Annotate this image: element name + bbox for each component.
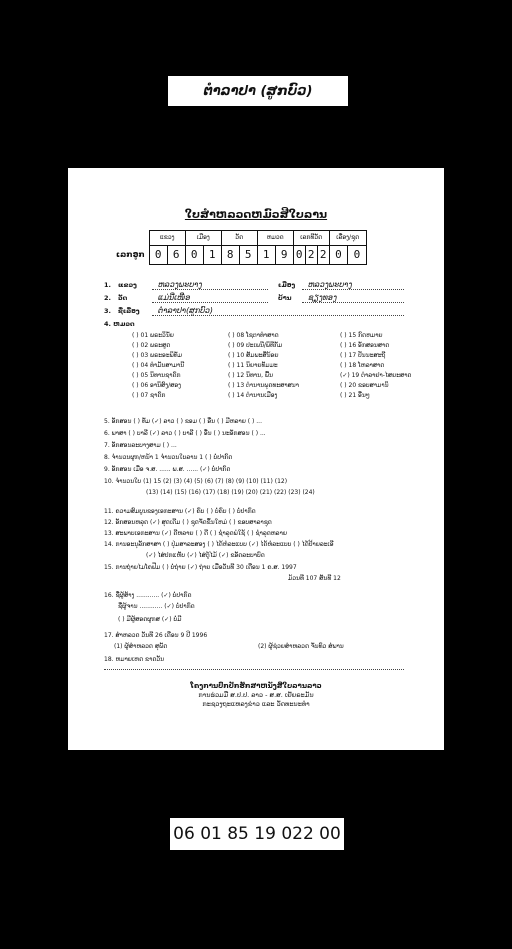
reg-digit: 9 <box>280 248 288 261</box>
registration-box <box>116 230 367 265</box>
row-remarks: 18. ຫມາຍເຫດ ຂາດວັນ <box>104 656 165 663</box>
row-scribe: ຊື່ຜູ້ຈານ ............ (✓) ບໍ່ປາກົດ <box>118 603 195 610</box>
code-label-bottom: 06 01 85 19 022 00 <box>170 818 344 850</box>
category-option: ( ) 02 ພຣະສູດ <box>132 342 171 349</box>
remarks-line <box>104 668 404 670</box>
row-language: 6. ພາສາ ( ) ບາລີ (✓) ລາວ ( ) ບາລີ ( ) ອື່ນ ( ) ນະອັກສອນ ( ) ... <box>104 430 266 437</box>
category-option: ( ) 13 ຕຳນານພຸດທະສາສນາ <box>228 382 299 389</box>
category-option: ( ) 07 ຊາດົກ <box>132 392 166 399</box>
footer-cooperation: ການຮ່ວມມື ສ.ປ.ປ. ລາວ - ສ.ສ. ເຢັຍຣະມັນ <box>198 691 314 699</box>
row-category-label: 4. ຫມວດ <box>104 320 135 328</box>
category-option: ( ) 05 ນິທານຊາດົກ <box>132 372 181 379</box>
reg-grid <box>149 230 367 265</box>
row-secondary-script: 7. ອັກສອນລະບາງສາມ ( ) ... <box>104 442 177 449</box>
footer-project: ໂຄງການປົກປັກຮັກສາຫນັງສືໃບລານລາວ <box>190 682 322 690</box>
reg-digit: 5 <box>244 248 252 261</box>
form-title: ໃບສຳຫລວດຫມົວສີໃບລານ <box>184 208 328 221</box>
reg-digit: 1 <box>258 246 276 264</box>
row-condition: 13. ສະພາບເອກະສານ (✓) ດີຫລາຍ ( ) ດີ ( ) ຊຳລຸດພໍໃຊ້ ( ) ຊຳລຸດຫລາຍ <box>104 530 287 537</box>
reg-digit-group <box>150 246 186 264</box>
reg-header: ເມືອງ <box>186 231 222 246</box>
category-option: ( ) 04 ທຳມັນສາມານີ <box>132 362 185 369</box>
category-option: ( ) 08 ໂຊຕາທຳສາດ <box>228 332 279 339</box>
row-title: 3. ຊື່ເລື່ອງ ຕຳລາປາ(ສູກບົວ) <box>104 306 404 316</box>
reg-digit-group <box>330 246 366 264</box>
category-option: (✓) 19 ຕຳລາຢາ-ໄສຍະສາດ <box>340 372 412 379</box>
reg-digit: 2 <box>319 248 327 261</box>
row-preservation-2: (✓) ໄສ່ປກແຫັບ (✓) ໄສ່ຕູ້ໄມ້ (✓) ຂອັດລະບາບົດ <box>146 552 265 559</box>
row-bundle-origin: 12. ອັກສອນຫລຸດ (✓) ສຸດເດີມ ( ) ຊຸດຈັດຂຶ້ນໃຫມ່ ( ) ຂອບສາລາຊຸດ <box>104 519 272 526</box>
category-option: ( ) 14 ຕຳນານເມືອງ <box>228 392 278 399</box>
form-footer <box>68 682 444 709</box>
row-date: 9. ອັກສອນ ເມື່ອ ຈ.ສ. ...... ພ.ສ. ...... (✓) ບໍ່ປາກົດ <box>104 466 231 473</box>
footer-ministry: ກະຊວງຖະແຫລງຂ່າວ ແລະ ວັດທະນະທຳ <box>202 700 310 708</box>
category-grid <box>132 332 440 399</box>
category-option: ( ) 09 ປະເພນີ/ພິທີກັມ <box>228 342 283 349</box>
row-author: 16. ຊື່ຜູ້ສ້າງ ............ (✓) ບໍ່ປາກົດ <box>104 592 192 599</box>
reg-digit-group <box>258 246 294 264</box>
row-script: 5. ອັກສອນ ( ) ທັມ (✓) ລາວ ( ) ຂອມ ( ) ອື່ນ ( ) ມີຫລາຍ ( ) ... <box>104 418 262 425</box>
row-survey-date: 17. ສຳຫລວດ ວັນທີ 26 ເດືອນ 9 ປີ 1996 <box>104 632 208 639</box>
row-temple: 2. ວັດ ແມ່ນີ່ເໜືອ ບ້ານ ຊຽງທອງ <box>104 293 404 303</box>
category-option: ( ) 03 ພຣະອະພິທັມ <box>132 352 182 359</box>
category-option: ( ) 12 ນິທານ, ພື້ນ <box>228 372 273 379</box>
reg-header: ເລກທີວັດ <box>294 231 330 246</box>
reg-header: ເລື່ອງ/ຊຸດ <box>330 231 366 246</box>
category-option: ( ) 01 ພຣະວິນັຍ <box>132 332 174 339</box>
category-option: ( ) 16 ອັກສອນສາດ <box>340 342 390 349</box>
row-microfilm-2: ມ້ວນທີ 107 ສັນທີ 12 <box>288 575 341 582</box>
reg-digit: 8 <box>222 246 240 264</box>
reg-header: ວັດ <box>222 231 258 246</box>
survey-form <box>68 168 444 750</box>
reg-label: ເລກອູກ <box>116 250 145 259</box>
row-completeness: 11. ຄວາມສົມບູນຂອງເອກະສານ (✓) ຄົບ ( ) ບໍ່ຄົບ ( ) ບໍ່ປາກົດ <box>104 508 256 515</box>
reg-header: ແຂວງ <box>150 231 186 246</box>
row-preservation: 14. ການອະນຸລັກສາສາ ( ) ປຸ່ມສາລະສອງ ( ) ໄດ້ຫໍລະແບບ (✓) ໄດ້ຫໍລະແບບ ( ) ໄດ້ປ້າຍລະເອີ <box>104 541 334 548</box>
reg-digit: 0 <box>150 246 168 264</box>
title-label-top: ຕຳລາປາ (ສູກບົວ) <box>168 76 348 106</box>
reg-digit-group <box>222 246 258 264</box>
category-option: ( ) 15 ກົດຫມາຍ <box>340 332 383 339</box>
reg-digit: 0 <box>294 246 306 264</box>
reg-digit: 2 <box>306 246 318 264</box>
reg-digit-group <box>186 246 222 264</box>
category-option: ( ) 06 ອານິສົງ/ສອງ <box>132 382 182 389</box>
row-leaves: 10. ຈຳນວນໃບ (1) 15 (2) (3) (4) (5) (6) (7) (8) (9) (10) (11) (12) <box>104 478 288 485</box>
reg-digit: 0 <box>186 246 204 264</box>
row-microfilm: 15. ການຖ່າຍໄມໂຄຟີມ ( ) ບໍ່ຖ່າຍ (✓) ຖ່າຍ ເມື່ອວັນທີ 30 ເດືອນ 1 ຄ.ສ. 1997 <box>104 564 297 571</box>
reg-digit: 0 <box>353 248 361 261</box>
row-assistant: (2) ຜູ້ຊ່ວຍສຳຫລວດ ຈັນທົວ ສໍພານ <box>258 643 344 650</box>
row-province: 1. ແຂວງ ຫລວງພະບາງ ເມືອງ ຫລວງພະບາງ <box>104 280 404 290</box>
reg-digit: 6 <box>172 248 180 261</box>
row-sponsor: ( ) ມີຜູ້ສອດຜູກສ (✓) ບໍ່ມີ <box>118 616 182 623</box>
category-option: ( ) 21 ອື່ນໆ <box>340 392 370 399</box>
category-option: ( ) 11 ນິຍາຍທັມມະ <box>228 362 278 369</box>
reg-digit-group <box>294 246 330 264</box>
reg-header: ຫມວດ <box>258 231 294 246</box>
row-bundles: 8. ຈຳນວນຜູກ/ຫນ້າ 1 ຈຳນວນໃບລານ 1 ( ) ບໍ່ປາກົດ <box>104 454 233 461</box>
category-option: ( ) 20 ຂອບສາມານິ <box>340 382 389 389</box>
category-option: ( ) 18 ໂຫລາສາດ <box>340 362 385 369</box>
row-surveyor: (1) ຜູ້ສຳຫລວດ ສຸພັດ <box>114 643 168 650</box>
reg-digit: 1 <box>208 248 216 261</box>
row-leaves-2: (13) (14) (15) (16) (17) (18) (19) (20) (21) (22) (23) (24) <box>146 489 315 496</box>
category-option: ( ) 17 ປັນນະສະຖີ <box>340 352 386 359</box>
category-option: ( ) 10 ສັມພະສີ່ນ້ອຍ <box>228 352 279 359</box>
reg-digit: 0 <box>330 246 349 264</box>
